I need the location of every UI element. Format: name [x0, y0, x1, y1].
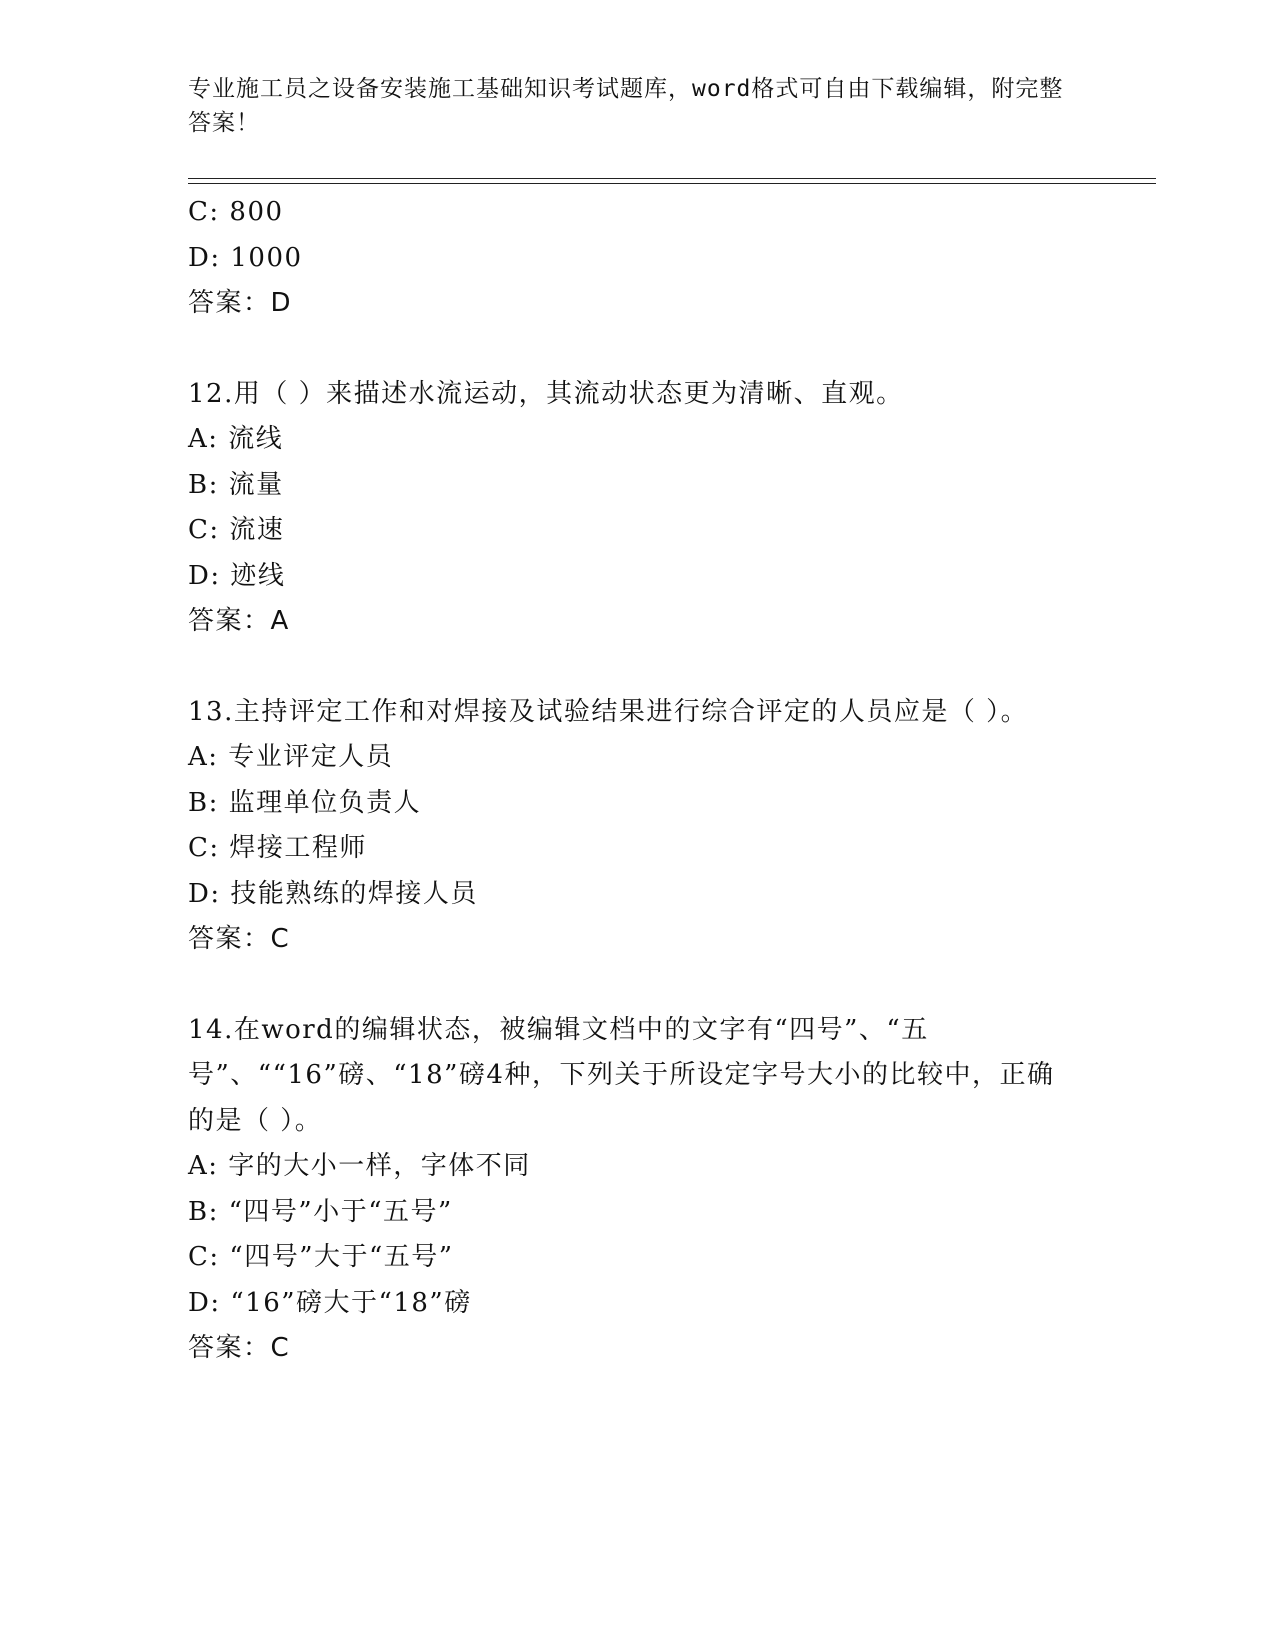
- question-stem: 14.在word的编辑状态，被编辑文档中的文字有“四号”、“五号”、““16”磅、“18”磅4种，下列关于所设定字号大小的比较中，正确的是（ ）。: [188, 1014, 1055, 1136]
- option-b: B: 流量: [188, 469, 284, 500]
- option-d: D: 技能熟练的焊接人员: [188, 878, 478, 909]
- question-block-13: [188, 690, 1068, 963]
- header-rule-top: [188, 178, 1156, 179]
- spacer: [188, 327, 1068, 372]
- option-d: D: “16”磅大于“18”磅: [188, 1287, 472, 1318]
- option-a: A: 字的大小一样，字体不同: [188, 1151, 531, 1181]
- question-stem: 12.用（ ）来描述水流运动，其流动状态更为清晰、直观。: [188, 378, 904, 409]
- option-b: B: “四号”小于“五号”: [188, 1196, 453, 1227]
- spacer: [188, 645, 1068, 690]
- answer-line: 答案：A: [188, 606, 290, 636]
- document-body: [188, 190, 1068, 1372]
- answer-line: 答案：C: [188, 924, 291, 954]
- question-stem: 13.主持评定工作和对焊接及试验结果进行综合评定的人员应是（ ）。: [188, 696, 1029, 727]
- question-block-12: [188, 372, 1068, 645]
- option-a: A: 专业评定人员: [188, 742, 394, 772]
- spacer: [188, 963, 1068, 1008]
- option-d: D: 迹线: [188, 560, 286, 591]
- answer-line: 答案：C: [188, 1333, 291, 1363]
- option-a: A: 流线: [188, 424, 284, 454]
- question-block-11: [188, 190, 1068, 327]
- option-c: C: 流速: [188, 515, 285, 545]
- question-block-14: [188, 1008, 1068, 1372]
- option-c: C: 焊接工程师: [188, 833, 367, 863]
- header-rule-bottom: [188, 183, 1156, 184]
- answer-line: 答案：D: [188, 288, 293, 318]
- option-c: C: 800: [188, 197, 284, 227]
- option-b: B: 监理单位负责人: [188, 787, 422, 818]
- option-d: D: 1000: [188, 242, 303, 273]
- document-header: 专业施工员之设备安装施工基础知识考试题库，word格式可自由下载编辑，附完整答案！: [188, 76, 1064, 136]
- option-c: C: “四号”大于“五号”: [188, 1242, 454, 1272]
